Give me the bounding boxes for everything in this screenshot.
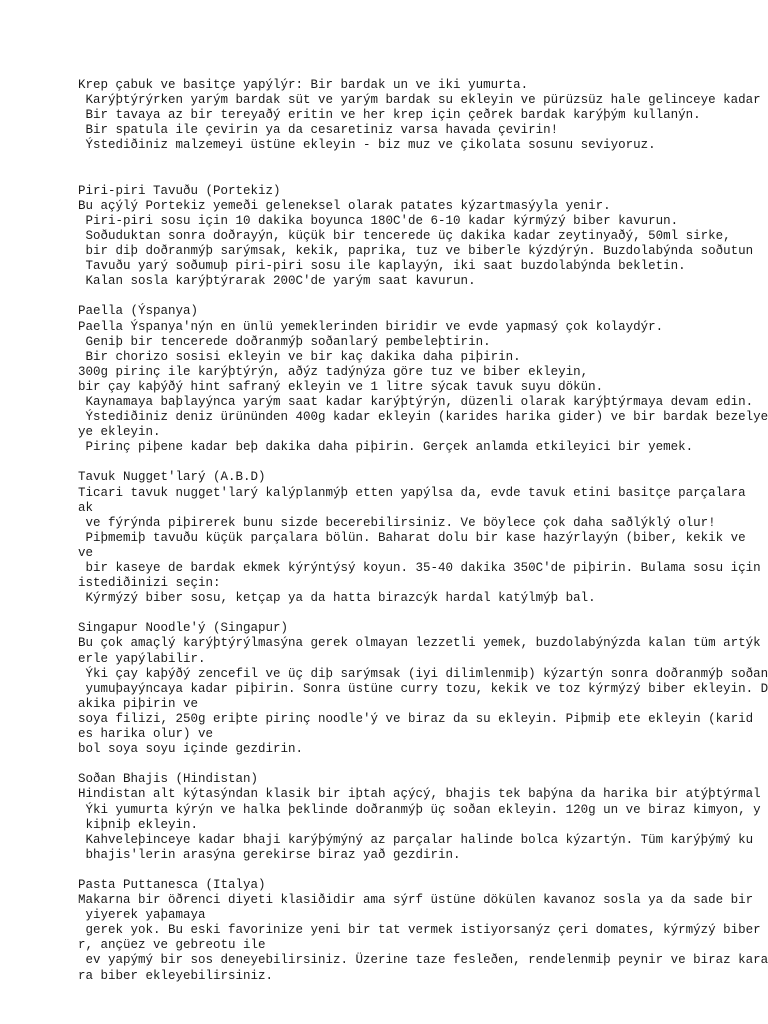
text-line: akika piþirin ve: [78, 696, 199, 711]
text-line: Bu açýlý Portekiz yemeði geleneksel olarak patates kýzartmasýyla yenir.: [78, 198, 611, 213]
text-line: Piþmemiþ tavuðu küçük parçalara bölün. Baharat dolu bir kase hazýrlayýn (biber, kekik ve: [78, 530, 746, 545]
text-line: bir kaseye de bardak ekmek kýrýntýsý koyun. 35-40 dakika 350C'de piþirin. Bulama sosu için: [78, 561, 761, 575]
text-line: Soðuduktan sonra doðrayýn, küçük bir tencerede üç dakika kadar zeytinyaðý, 50ml sirke,: [78, 228, 731, 243]
section-gap: [78, 606, 768, 621]
text-line: Bir chorizo sosisi ekleyin ve bir kaç dakika daha piþirin.: [78, 349, 521, 364]
text-line: Karýþtýrýrken yarým bardak süt ve yarým bardak su ekleyin ve pürüzsüz hale gelinceye kadar: [78, 93, 761, 108]
recipe-section: [78, 304, 768, 455]
text-line: Ýstediðiniz malzemeyi üstüne ekleyin - biz muz ve çikolata sosunu seviyoruz.: [78, 138, 656, 153]
recipe-title: Pasta Puttanesca (Italya): [78, 877, 266, 892]
text-line: ra biber ekleyebilirsiniz.: [78, 968, 274, 983]
text-line: Ticari tavuk nugget'larý kalýplanmýþ etten yapýlsa da, evde tavuk etini basitçe parçalara: [78, 485, 746, 500]
section-gap: [78, 455, 768, 470]
text-line: Ýstediðiniz deniz ürününden 400g kadar ekleyin (karides harika gider) ve bir bardak bezelye: [78, 410, 768, 425]
recipe-title: Soðan Bhajis (Hindistan): [78, 772, 259, 787]
text-line: Geniþ bir tencerede doðranmýþ soðanlarý pembeleþtirin.: [78, 334, 491, 349]
text-line: Paella Ýspanya'nýn en ünlü yemeklerinden biridir ve evde yapmasý çok kolaydýr.: [78, 319, 664, 334]
text-line: Kalan sosla karýþtýrarak 200C'de yarým saat kavurun.: [78, 274, 476, 289]
text-line: ye ekleyin.: [78, 425, 161, 440]
text-line: es harika olur) ve: [78, 727, 214, 742]
text-line: 300g pirinç ile karýþtýrýn, aðýz tadýnýza göre tuz ve biber ekleyin,: [78, 364, 589, 379]
text-line: gerek yok. Bu eski favorinize yeni bir tat vermek istiyorsanýz çeri domates, kýrmýzý biber: [78, 923, 761, 938]
section-gap: [78, 289, 768, 304]
recipe-section: [78, 184, 768, 290]
text-line: ve: [78, 545, 94, 560]
recipe-title: Tavuk Nugget'larý (A.B.D): [78, 470, 266, 485]
text-line: bhajis'lerin arasýna gerekirse biraz yað gezdirin.: [78, 847, 461, 862]
text-line: bir çay kaþýðý hint safraný ekleyin ve 1 litre sýcak tavuk suyu dökün.: [78, 379, 604, 394]
recipe-section: [78, 878, 768, 984]
section-gap: [78, 863, 768, 878]
document-text: [78, 78, 768, 984]
text-line: Tavuðu yarý soðumuþ piri-piri sosu ile kaplayýn, iki saat buzdolabýnda bekletin.: [78, 259, 686, 274]
text-line: yiyerek yaþamaya: [78, 908, 206, 923]
recipe-section: [78, 621, 768, 757]
recipe-title: Piri-piri Tavuðu (Portekiz): [78, 183, 281, 198]
recipe-section-intro: [78, 78, 768, 153]
text-line: Kahveleþinceye kadar bhaji karýþýmýný az parçalar halinde bolca kýzartýn. Tüm karýþýmý ku: [78, 832, 754, 847]
text-line: erle yapýlabilir.: [78, 651, 206, 666]
text-line: Krep çabuk ve basitçe yapýlýr: Bir bardak un ve iki yumurta.: [78, 78, 529, 92]
text-line: istediðinizi seçin:: [78, 576, 221, 591]
text-line: Piri-piri sosu için 10 dakika boyunca 180C'de 6-10 kadar kýrmýzý biber kavurun.: [78, 213, 679, 228]
text-line: Pirinç piþene kadar beþ dakika daha piþirin. Gerçek anlamda etkileyici bir yemek.: [78, 440, 694, 455]
text-line: Kaynamaya baþlayýnca yarým saat kadar karýþtýrýn, düzenli olarak karýþtýrmaya devam edin.: [78, 394, 754, 409]
section-gap: [78, 153, 768, 183]
text-line: Makarna bir öðrenci diyeti klasiðidir ama sýrf üstüne dökülen kavanoz sosla ya da sade bir: [78, 893, 754, 908]
text-line: bol soya soyu içinde gezdirin.: [78, 742, 304, 757]
text-line: r, ançüez ve gebreotu ile: [78, 938, 266, 953]
recipe-section: [78, 470, 768, 606]
text-line: ve fýrýnda piþirerek bunu sizde becerebilirsiniz. Ve böylece çok daha saðlýklý olur!: [78, 515, 716, 530]
text-line: Bu çok amaçlý karýþtýrýlmasýna gerek olmayan lezzetli yemek, buzdolabýnýzda kalan tüm artýk: [78, 636, 761, 651]
text-line: ak: [78, 500, 94, 515]
text-line: kiþniþ ekleyin.: [78, 817, 199, 832]
recipe-section: [78, 772, 768, 863]
text-line: soya filizi, 250g eriþte pirinç noodle'ý ve biraz da su ekleyin. Piþmiþ ete ekleyin (karid: [78, 711, 754, 726]
text-line: Hindistan alt kýtasýndan klasik bir iþtah açýcý, bhajis tek baþýna da harika bir atýþtýrmal: [78, 787, 761, 802]
text-line: Ýki yumurta kýrýn ve halka þeklinde doðranmýþ üç soðan ekleyin. 120g un ve biraz kimyon, y: [78, 802, 761, 817]
text-line: ev yapýmý bir sos deneyebilirsiniz. Üzerine taze fesleðen, rendelenmiþ peynir ve biraz kara: [78, 953, 768, 968]
text-line: Bir spatula ile çevirin ya da cesaretiniz varsa havada çevirin!: [78, 123, 559, 138]
text-line: bir diþ doðranmýþ sarýmsak, kekik, paprika, tuz ve biberle kýzdýrýn. Buzdolabýnda soðutun: [78, 244, 754, 259]
text-line: yumuþayýncaya kadar piþirin. Sonra üstüne curry tozu, kekik ve toz kýrmýzý biber ekleyin. D: [78, 681, 768, 696]
text-line: Kýrmýzý biber sosu, ketçap ya da hatta birazcýk hardal katýlmýþ bal.: [78, 591, 596, 606]
text-line: Ýki çay kaþýðý zencefil ve üç diþ sarýmsak (iyi dilimlenmiþ) kýzartýn sonra doðranmýþ soðan: [78, 666, 768, 681]
section-gap: [78, 757, 768, 772]
recipe-title: Singapur Noodle'ý (Singapur): [78, 621, 289, 636]
recipe-title: Paella (Ýspanya): [78, 304, 199, 319]
text-line: Bir tavaya az bir tereyaðý eritin ve her krep için çeðrek bardak karýþým kullanýn.: [78, 108, 701, 123]
